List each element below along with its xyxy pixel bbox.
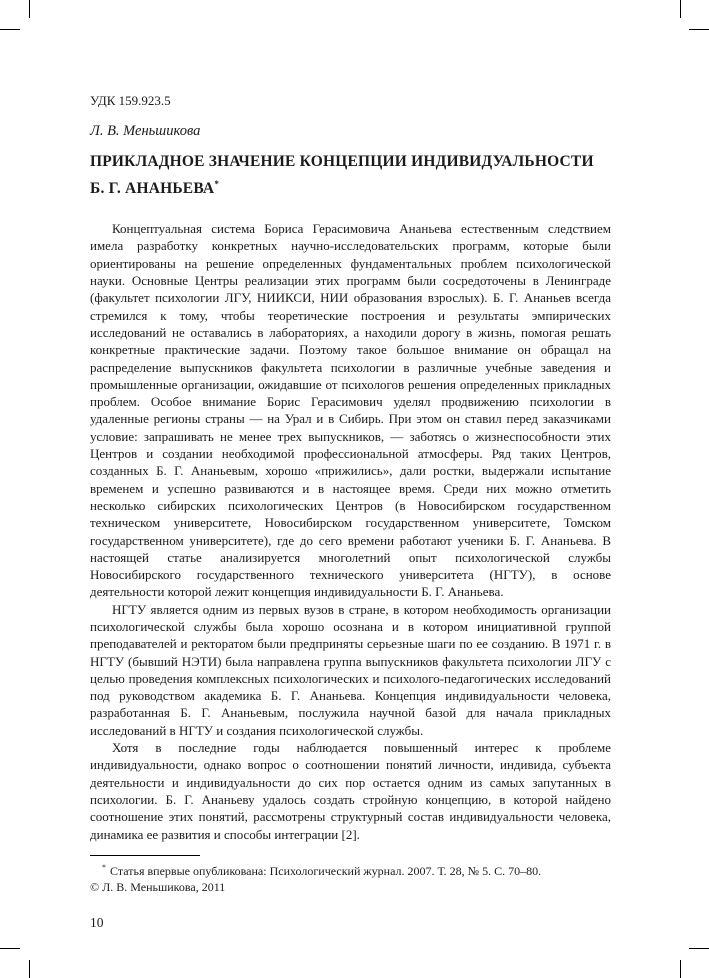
crop-mark-top-right-vertical: [680, 0, 681, 18]
footnote-copyright: © Л. В. Меньшикова, 2011: [90, 880, 226, 895]
crop-mark-bottom-left-horizontal: [0, 948, 20, 949]
page-number: 10: [90, 914, 104, 930]
udc-code: УДК 159.923.5: [90, 93, 171, 108]
footnote-separator-rule: [90, 855, 200, 856]
crop-mark-bottom-right-vertical: [680, 960, 681, 978]
crop-mark-top-left-vertical: [29, 0, 30, 18]
crop-mark-bottom-left-vertical: [29, 960, 30, 978]
paragraph-2: НГТУ является одним из первых вузов в стране, в котором необходимость организации психологической службы была хорошо осознана и в котором инициативной группой преподавателей и ректоратом были предприняты серьезные шаги по ее созданию. В 1971 г. в НГТУ (бывший НЭТИ) была направлена группа выпускников факультета психологии ЛГУ с целью проведения комплексных психологических и психолого-педагогических исследований под руководством академика Б. Г. Ананьева. Концепция индивидуальности человека, разработанная Б. Г. Ананьевым, послужила научной базой для начала прикладных исследований в НГТУ и создания психологической службы.: [90, 601, 611, 738]
crop-mark-top-left-horizontal: [0, 29, 20, 30]
article-title: [90, 151, 611, 200]
crop-mark-top-right-horizontal: [689, 29, 709, 30]
article-title-line2: Б. Г. АНАНЬЕВА*: [90, 179, 220, 198]
author-name: Л. В. Меньшикова: [90, 123, 201, 139]
footnote-block: [90, 855, 611, 896]
page-content: [90, 93, 611, 931]
title-footnote-marker: *: [214, 179, 220, 189]
crop-mark-bottom-right-horizontal: [689, 948, 709, 949]
paragraph-3: Хотя в последние годы наблюдается повышенный интерес к проблеме индивидуальности, однако вопрос о соотношении понятий личности, индивида, субъекта деятельности и индивидуальности до сих пор остается одним из самых запутанных в психологии. Б. Г. Ананьеву удалось создать стройную концепцию, в которой найдено соотношение этих понятий, рассмотрены структурный состав индивидуальности человека, динамика ее развития и способы интеграции [2].: [90, 740, 611, 842]
footnote-reference: * Статья впервые опубликована: Психологический журнал. 2007. Т. 28, № 5. С. 70–80.: [102, 862, 542, 878]
article-title-line1: ПРИКЛАДНОЕ ЗНАЧЕНИЕ КОНЦЕПЦИИ ИНДИВИДУАЛЬНОСТИ: [90, 153, 594, 170]
footnote-marker: *: [102, 862, 106, 872]
paragraph-1: Концептуальная система Бориса Герасимовича Ананьева естественным следствием имела разработку конкретных научно-исследовательских программ, которые были ориентированы на решение определенных фундаментальных проблем психологической науки. Основные Центры реализации этих программ были сосредоточены в Ленинграде (факультет психологии ЛГУ, НИИКСИ, НИИ образования взрослых). Б. Г. Ананьев всегда стремился к тому, чтобы теоретические построения и результаты эмпирических исследований не оставались в лабораториях, а находили дорогу в жизнь, помогая решать конкретные практические задачи. Поэтому такое большое внимание он обращал на распределение выпускников факультета психологии в различные учебные заведения и промышленные организации, ожидавшие от психологов решения определенных прикладных проблем. Особое внимание Борис Герасимович уделял продвижению психологии в удаленные регионы страны — на Урал и в Сибирь. При этом он ставил перед заказчиками условие: запрашивать не менее трех выпускников, — заботясь о жизнеспособности этих Центров и создании необходимой профессиональной атмосферы. Ряд таких Центров, созданных Б. Г. Ананьевым, хорошо «прижились», дали ростки, выдержали испытание временем и успешно развиваются и в настоящее время. Среди них можно отметить несколько сибирских психологических Центров (в Новосибирском государственном техническом университете, Новосибирском государственном университете, Томском государственном университете), где до сего времени работают ученики Б. Г. Ананьева. В настоящей статье анализируется многолетний опыт психологической службы Новосибирского государственного технического университета (НГТУ), в основе деятельности которой лежит концепция индивидуальности Б. Г. Ананьева.: [90, 221, 611, 600]
article-body: [90, 220, 611, 843]
